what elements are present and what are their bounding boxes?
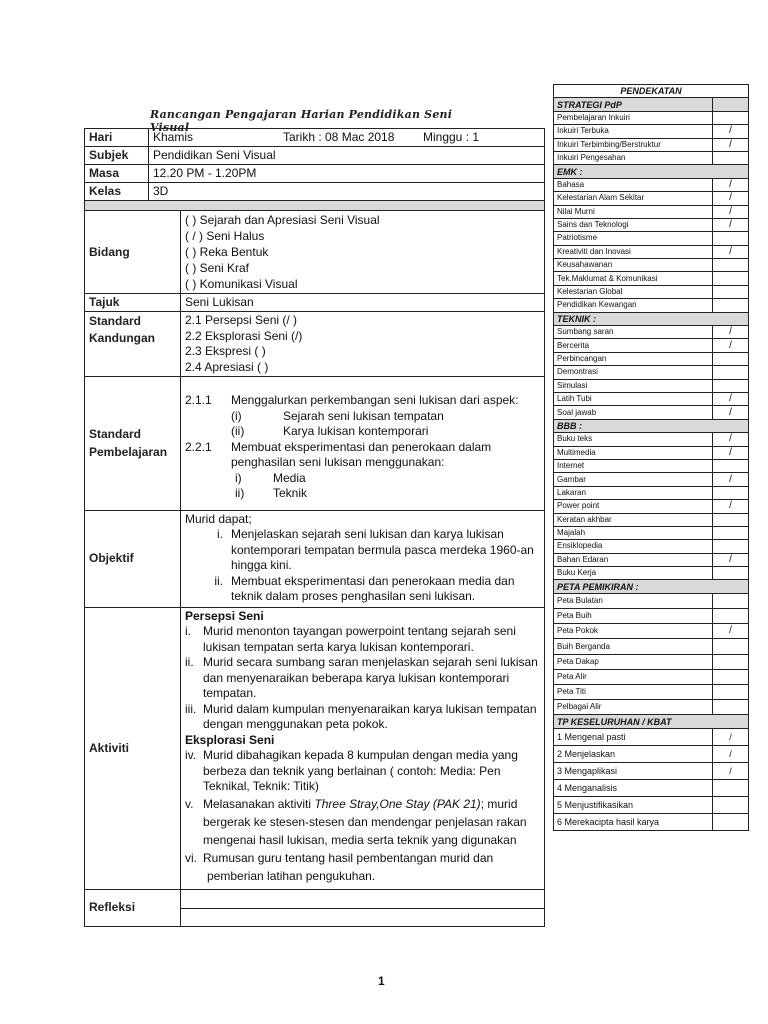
checkmark (713, 567, 749, 580)
checklist-row (554, 669, 749, 684)
lesson-plan-table (84, 128, 545, 927)
objektif-label: Objektif (85, 510, 181, 607)
checkmark (713, 486, 749, 499)
checklist-row (554, 125, 749, 138)
checklist-label: Pelbagai Alir (554, 700, 713, 715)
checklist-row (554, 326, 749, 339)
section-header-row (554, 165, 749, 178)
checklist-row (554, 540, 749, 553)
checkmark: / (713, 339, 749, 352)
checkmark: / (713, 392, 749, 405)
checkmark: / (713, 745, 749, 762)
pendekatan-body (554, 85, 749, 831)
checkmark: / (713, 473, 749, 486)
checklist-label: Inkuiri Terbimbing/Berstruktur (554, 138, 713, 151)
aktiviti-text: Rumusan guru tentang hasil pembentangan murid dan (203, 850, 494, 865)
row-kelas (85, 183, 545, 201)
checklist-row (554, 684, 749, 699)
checklist-row (554, 624, 749, 639)
checklist-row (554, 796, 749, 813)
checkmark: / (713, 762, 749, 779)
bidang-option: ( ) Komunikasi Visual (185, 277, 298, 291)
checkmark: / (713, 125, 749, 138)
checklist-row (554, 593, 749, 608)
checklist-label: 1 Mengenal pasti (554, 728, 713, 745)
checklist-row (554, 245, 749, 258)
sp-text: Membuat eksperimentasi dan penerokaan dalam (231, 439, 492, 454)
checkmark (713, 609, 749, 624)
row-bidang (85, 211, 545, 294)
checklist-label: Internet (554, 459, 713, 472)
bidang-options (181, 211, 545, 294)
aktiviti-text: pemberian latihan pengukuhan. (207, 868, 376, 883)
checkmark (713, 232, 749, 245)
bidang-option: ( ) Reka Bentuk (185, 245, 269, 259)
hari-value: Khamis (153, 130, 194, 144)
checkmark: / (713, 205, 749, 218)
sp-text: penghasilan seni lukisan menggunakan: (231, 455, 445, 469)
checklist-label: Peta Titi (554, 684, 713, 699)
checklist-row (554, 259, 749, 272)
sp-roman: ii) (235, 486, 245, 500)
checklist-label: Bahasa (554, 178, 713, 191)
checkmark (713, 669, 749, 684)
checkmark (713, 654, 749, 669)
aktiviti-text: ; murid bergerak ke stesen-stesen dan mendengar penjelasan rakan mengenai hasil lukisan, media serta teknik yang digunakan (203, 796, 527, 847)
aktiviti-roman: i. (185, 624, 191, 638)
checklist-row (554, 813, 749, 830)
row-tajuk (85, 294, 545, 312)
checklist-label: 5 Menjustifikasikan (554, 796, 713, 813)
checklist-label: Lakaran (554, 486, 713, 499)
objektif-roman: ii. (214, 573, 223, 588)
sp-subtext: Teknik (273, 486, 308, 500)
checklist-label: Keusahawanan (554, 259, 713, 272)
checklist-row (554, 654, 749, 669)
checkmark (713, 285, 749, 298)
section-header: STRATEGI PdP (554, 98, 713, 111)
checklist-row (554, 339, 749, 352)
checklist-row (554, 138, 749, 151)
sp-text: Menggalurkan perkembangan seni lukisan dari aspek: (231, 393, 519, 407)
hari-cell (149, 129, 545, 147)
checklist-label: Buku teks (554, 433, 713, 446)
row-subjek (85, 147, 545, 165)
aktiviti-roman: iv. (185, 748, 197, 762)
section-header-row (554, 580, 749, 593)
checklist-row (554, 513, 749, 526)
sp-subtext: Media (273, 470, 306, 485)
checkmark: / (713, 138, 749, 151)
row-aktiviti (85, 607, 545, 889)
checklist-label: Latih Tubi (554, 392, 713, 405)
checkmark: / (713, 406, 749, 419)
checkmark (713, 259, 749, 272)
objektif-text: Menjelaskan sejarah seni lukisan dan karya lukisan kontemporari tempatan bermula pasca merdeka 1960-an hingga kini. (231, 527, 534, 572)
checklist-row (554, 433, 749, 446)
checklist-row (554, 553, 749, 566)
checklist-row (554, 567, 749, 580)
aktiviti-roman: v. (185, 796, 194, 811)
checkmark (713, 513, 749, 526)
aktiviti-text: Murid secara sumbang saran menjelaskan sejarah seni lukisan dan menyenaraikan beberapa karya lukisan kontemporari tempatan. (203, 655, 538, 700)
checklist-label: Demontrasi (554, 366, 713, 379)
checklist-row (554, 609, 749, 624)
sp-subtext: Sejarah seni lukisan tempatan (283, 408, 444, 423)
checkmark: / (713, 446, 749, 459)
checklist-label: Sains dan Teknologi (554, 218, 713, 231)
checklist-label: 2 Menjelaskan (554, 745, 713, 762)
aktiviti-content (181, 607, 545, 889)
checklist-label: Kreativiti dan Inovasi (554, 245, 713, 258)
sk-item: 2.2 Eksplorasi Seni (/) (185, 328, 303, 343)
checklist-label: Bercerita (554, 339, 713, 352)
sk-item: 2.3 Ekspresi ( ) (185, 344, 266, 358)
standard-pembelajaran-content (181, 377, 545, 511)
checklist-label: Kelestarian Global (554, 285, 713, 298)
checklist-row (554, 392, 749, 405)
checklist-label: Tek.Maklumat & Komunikasi (554, 272, 713, 285)
checklist-label: 3 Mengaplikasi (554, 762, 713, 779)
checkmark: / (713, 192, 749, 205)
row-objektif (85, 510, 545, 607)
bidang-option: ( / ) Seni Halus (185, 229, 265, 243)
checklist-row (554, 762, 749, 779)
objektif-text: Membuat eksperimentasi dan penerokaan media dan teknik dalam proses penghasilan seni lukisan. (231, 573, 515, 603)
checklist-row (554, 446, 749, 459)
checklist-label: Kelestarian Alam Sekitar (554, 192, 713, 205)
checklist-label: Multimedia (554, 446, 713, 459)
checklist-label: 6 Merekacipta hasil karya (554, 813, 713, 830)
aktiviti-text: Murid dalam kumpulan menyenaraikan karya lukisan tempatan dengan menggunakan peta pokok. (203, 701, 537, 731)
checklist-row (554, 459, 749, 472)
section-header: EMK : (554, 165, 749, 178)
objektif-roman: i. (217, 527, 223, 541)
checkmark (713, 593, 749, 608)
checklist-row (554, 500, 749, 513)
checklist-label: Soal jawab (554, 406, 713, 419)
section-header-row (554, 312, 749, 325)
checklist-label: Peta Dakap (554, 654, 713, 669)
checkmark (713, 684, 749, 699)
checklist-row (554, 745, 749, 762)
sp-roman: (i) (231, 408, 242, 423)
checklist-row (554, 111, 749, 124)
checklist-row (554, 728, 749, 745)
checkmark: / (713, 178, 749, 191)
row-masa (85, 165, 545, 183)
aktiviti-section-title: Eksplorasi Seni (185, 732, 275, 747)
refleksi-line (181, 908, 545, 926)
aktiviti-text-italic: Three Stray,One Stay (PAK 21) (314, 796, 481, 811)
checklist-label: Pembelajaran Inkuiri (554, 111, 713, 124)
checklist-row (554, 473, 749, 486)
document-title: Rancangan Pengajaran Harian Pendidikan Seni Visual (150, 108, 453, 134)
section-header-row (554, 419, 749, 432)
checkmark (713, 813, 749, 830)
checklist-row (554, 272, 749, 285)
section-header: TEKNIK : (554, 312, 749, 325)
checklist-row (554, 178, 749, 191)
checklist-row (554, 486, 749, 499)
minggu-value: Minggu : 1 (423, 130, 480, 144)
checklist-label: Peta Bulatan (554, 593, 713, 608)
checklist-row (554, 406, 749, 419)
pendekatan-title: PENDEKATAN (554, 85, 749, 98)
standard-kandungan-items (181, 312, 545, 377)
refleksi-line (181, 889, 545, 908)
bidang-label: Bidang (85, 211, 181, 294)
checkmark (713, 352, 749, 365)
checklist-row (554, 232, 749, 245)
checklist-label: Majalah (554, 526, 713, 539)
masa-label: Masa (85, 165, 149, 183)
checklist-label: Buih Berganda (554, 639, 713, 654)
checklist-label: Inkuiri Pengesahan (554, 151, 713, 164)
row-standard-kandungan (85, 312, 545, 377)
row-refleksi (85, 889, 545, 908)
checklist-label: Keratan akhbar (554, 513, 713, 526)
row-standard-pembelajaran (85, 377, 545, 511)
section-header: TP KESELURUHAN / KBAT (554, 715, 749, 728)
section-header-row (554, 715, 749, 728)
row-hari (85, 129, 545, 147)
tajuk-value: Seni Lukisan (181, 294, 545, 312)
kelas-value: 3D (149, 183, 545, 201)
checkmark: / (713, 326, 749, 339)
checklist-row (554, 366, 749, 379)
section-header: PETA PEMIKIRAN : (554, 580, 749, 593)
checkmark (713, 379, 749, 392)
hari-label: Hari (85, 129, 149, 147)
bidang-option: ( ) Sejarah dan Apresiasi Seni Visual (185, 213, 380, 227)
standard-pembelajaran-label: Standard Pembelajaran (85, 377, 181, 511)
subjek-label: Subjek (85, 147, 149, 165)
checklist-row (554, 285, 749, 298)
standard-kandungan-label: Standard Kandungan (85, 312, 181, 377)
checkmark (713, 299, 749, 312)
page-number: 1 (378, 974, 385, 988)
aktiviti-roman: ii. (185, 655, 194, 669)
checkmark (713, 526, 749, 539)
aktiviti-roman: iii. (185, 701, 197, 716)
checklist-label: Pendidikan Kewangan (554, 299, 713, 312)
checklist-label: Patriotisme (554, 232, 713, 245)
spacer-cell (85, 201, 545, 211)
sk-item: 2.4 Apresiasi ( ) (185, 359, 269, 374)
checkmark: / (713, 433, 749, 446)
aktiviti-roman: vi. (185, 850, 197, 865)
section-header-row (554, 98, 749, 111)
checkmark: / (713, 624, 749, 639)
aktiviti-section-title: Persepsi Seni (185, 608, 264, 623)
checklist-row (554, 151, 749, 164)
checkmark (713, 796, 749, 813)
checklist-row (554, 526, 749, 539)
checkmark (713, 151, 749, 164)
checkmark: / (713, 728, 749, 745)
checklist-row (554, 299, 749, 312)
checklist-row (554, 205, 749, 218)
refleksi-label: Refleksi (85, 889, 181, 926)
checklist-label: Sumbang saran (554, 326, 713, 339)
aktiviti-text: Murid menonton tayangan powerpoint tentang sejarah seni lukisan tempatan serta karya lukisan kontemporari. (203, 624, 516, 654)
checklist-label: Peta Pokok (554, 624, 713, 639)
objektif-content (181, 510, 545, 607)
objektif-intro: Murid dapat; (185, 511, 252, 526)
subjek-value: Pendidikan Seni Visual (149, 147, 545, 165)
aktiviti-text: Murid dibahagikan kepada 8 kumpulan dengan media yang berbeza dan teknik yang berlainan ( contoh: Media: Pen Teknikal, Teknik: Titik) (203, 748, 518, 793)
aktiviti-label: Aktiviti (85, 607, 181, 889)
sp-roman: i) (235, 470, 242, 485)
checklist-label: Peta Buih (554, 609, 713, 624)
tarikh-value: Tarikh : 08 Mac 2018 (283, 130, 395, 144)
checkmark (713, 366, 749, 379)
checkmark (713, 700, 749, 715)
sp-roman: (ii) (231, 424, 245, 438)
checklist-row (554, 218, 749, 231)
checklist-row (554, 379, 749, 392)
checklist-label: Buku Kerja (554, 567, 713, 580)
aktiviti-text: Melasanakan aktiviti (203, 796, 315, 811)
checklist-label: Perbincangan (554, 352, 713, 365)
section-header: BBB : (554, 419, 749, 432)
checklist-row (554, 352, 749, 365)
masa-value: 12.20 PM - 1.20PM (149, 165, 545, 183)
kelas-label: Kelas (85, 183, 149, 201)
checklist-row (554, 639, 749, 654)
checkmark (713, 639, 749, 654)
checklist-row (554, 700, 749, 715)
sp-subtext: Karya lukisan kontemporari (283, 424, 429, 438)
sp-num: 2.2.1 (185, 439, 212, 454)
checkmark (713, 272, 749, 285)
checklist-label: Ensiklopedia (554, 540, 713, 553)
checklist-label: Power point (554, 500, 713, 513)
checkmark (713, 459, 749, 472)
checkmark: / (713, 500, 749, 513)
checklist-label: Inkuiri Terbuka (554, 125, 713, 138)
checklist-label: Peta Alir (554, 669, 713, 684)
checklist-row (554, 779, 749, 796)
checkmark: / (713, 218, 749, 231)
row-spacer (85, 201, 545, 211)
checklist-label: Bahan Edaran (554, 553, 713, 566)
checkmark (713, 779, 749, 796)
checkmark: / (713, 553, 749, 566)
sp-num: 2.1.1 (185, 393, 212, 407)
checklist-label: Simulasi (554, 379, 713, 392)
checklist-label: Gambar (554, 473, 713, 486)
pendekatan-table (553, 84, 749, 831)
section-header-mark (713, 98, 749, 111)
sk-item: 2.1 Persepsi Seni (/ ) (185, 313, 298, 327)
checklist-label: 4 Menganalisis (554, 779, 713, 796)
checklist-label: Nilai Murni (554, 205, 713, 218)
checkmark: / (713, 245, 749, 258)
checkmark (713, 540, 749, 553)
tajuk-label: Tajuk (85, 294, 181, 312)
checkmark (713, 111, 749, 124)
checklist-row (554, 192, 749, 205)
bidang-option: ( ) Seni Kraf (185, 261, 250, 275)
